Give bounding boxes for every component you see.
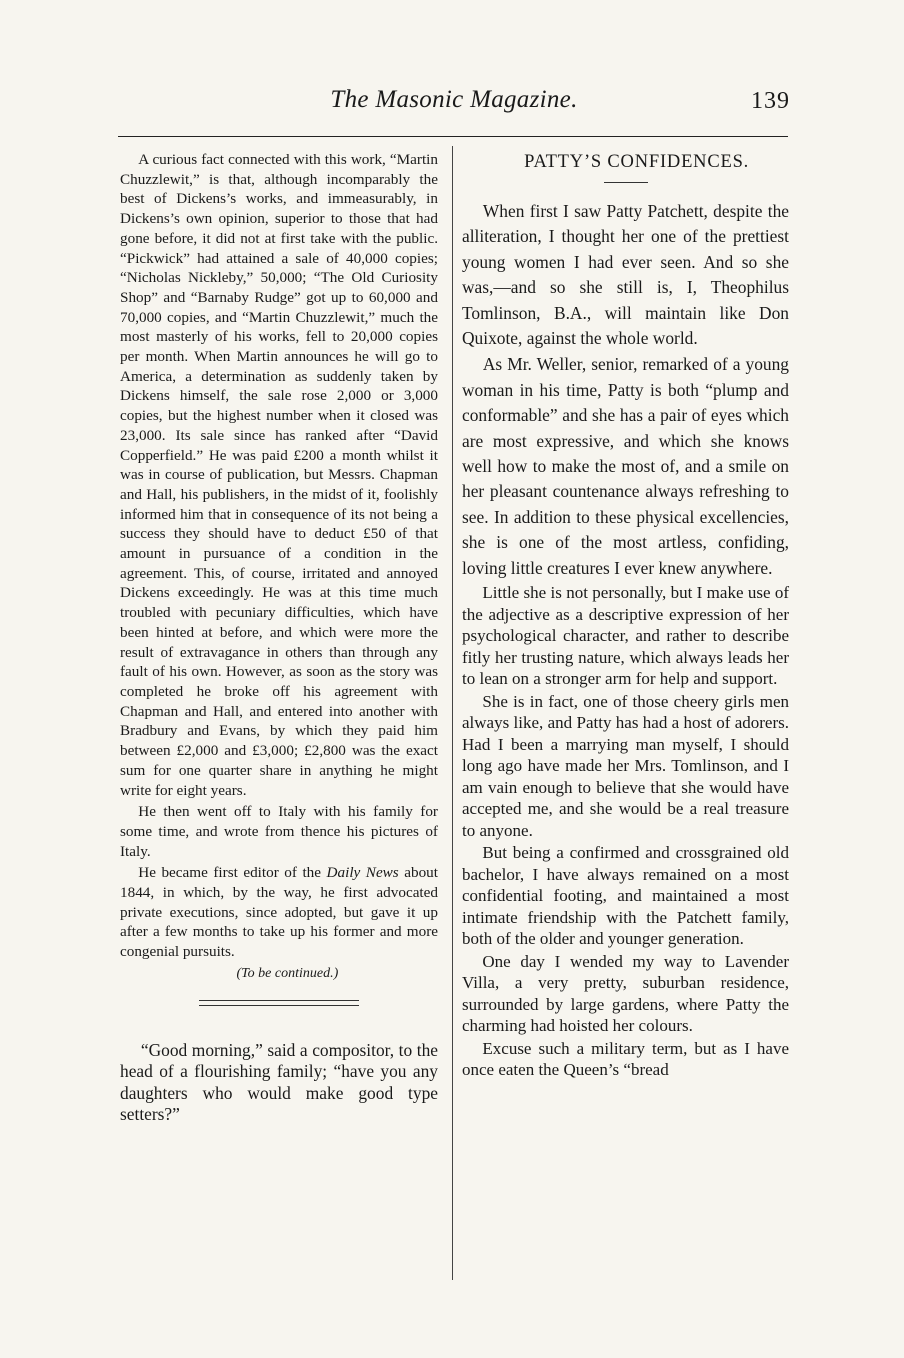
header-rule	[118, 136, 788, 137]
paragraph: He then went off to Italy with his family for some time, and wrote from thence his pictures of Italy.	[120, 803, 438, 860]
newspaper-title: Daily News	[326, 864, 399, 882]
text-run: He became first editor of the	[138, 864, 327, 882]
running-title: The Masonic Magazine.	[330, 86, 578, 113]
paragraph: One day I wended my way to Lavender Villa, a very pretty, suburban residence, surrounded by large gardens, where Patty the charming had hoisted her colours.	[462, 951, 789, 1036]
column-divider	[452, 146, 453, 1280]
page-number: 139	[751, 88, 790, 114]
paragraph: When first I saw Patty Patchett, despite the alliteration, I thought her one of the prettiest young women I had ever seen. And so she was,—and so she still is, I, Theophilus Tomlinson, B.A., will maintain like Don Quixote, against the whole world.	[462, 201, 789, 349]
paragraph: Excuse such a military term, but as I have once eaten the Queen’s “bread	[462, 1038, 789, 1080]
paragraph-daily-news	[120, 863, 438, 962]
right-column	[462, 150, 789, 1081]
anecdote-paragraph: “Good morning,” said a compositor, to the head of a flourishing family; “have you any daughters who would make good type setters?”	[120, 1039, 438, 1125]
to-be-continued: (To be continued.)	[236, 965, 339, 981]
paragraph: A curious fact connected with this work, “Martin Chuzzlewit,” is that, although incomparably the best of Dickens’s works, and immeasurably, in Dickens’s own opinion, superior to those that had gone before, it did not at first take with the public. “Pickwick” had attained a sale of 40,000 copies; “Nicholas Nickleby,” 50,000; “The Old Curiosity Shop” and “Barnaby Rudge” got up to 60,000 and 70,000 copies, and “Martin Chuzzlewit,” much the most masterly of his works, fell to 20,000 copies per month. When Martin announces he will go to America, a determination as suddenly taken by Dickens himself, the sale rose 2,000 or 3,000 copies, but the highest number when it closed was 23,000. Its sale since has ranked after “David Copperfield.” He was paid £200 a month whilst it was in course of publication, but Messrs. Chapman and Hall, his publishers, in the midst of it, foolishly informed him that in consequence of its not being a success they should have to deduct £50 of that amount in pursuance of a condition in the agreement. This, of course, irritated and annoyed Dickens exceedingly. He was at this time much troubled with pecuniary difficulties, which have been hinted at before, and which were more the result of extravagance in others than through any fault of his own. However, as soon as the story was completed he broke off his agreement with Chapman and Hall, and entered into another with Bradbury and Evans, by which they paid him between £2,000 and £3,000; £2,800 was the exact sum for one quarter share in anything he might write for eight years.	[120, 151, 438, 799]
paragraph: Little she is not personally, but I make use of the adjective as a descriptive expression of her psychological character, and rather to describe fitly her trusting nature, which always leads her to lean on a stronger arm for help and support.	[462, 583, 789, 689]
section-double-rule	[199, 1000, 359, 1006]
paragraph: As Mr. Weller, senior, remarked of a young woman in his time, Patty is both “plump and conformable” and she has a pair of eyes which are most expressive, and which she knows well how to make the most of, and a smile on her pleasant countenance always refreshing to see. In addition to these physical excellencies, she is one of the most artless, confiding, loving little creatures I ever knew anywhere.	[462, 354, 789, 578]
title-rule	[604, 182, 648, 183]
page-header	[118, 86, 790, 126]
paragraph: But being a confirmed and crossgrained old bachelor, I have always remained on a most confidential footing, and maintained a most intimate friendship with the Patchett family, both of the older and younger generation.	[462, 843, 789, 949]
text-run: about 1844, in which, by the way, he first advocated private executions, since adopted, but gave it up after a few months to take up his former and more congenial pursuits.	[120, 864, 438, 961]
paragraph: She is in fact, one of those cheery girls men always like, and Patty has had a host of adorers. Had I been a marrying man myself, I should long ago have made her Mrs. Tomlinson, and I am vain enough to believe that she would have accepted me, and she would be a real treasure to anyone.	[462, 691, 789, 840]
left-column	[120, 150, 438, 1126]
article-title: PATTY’S CONFIDENCES.	[524, 152, 750, 172]
